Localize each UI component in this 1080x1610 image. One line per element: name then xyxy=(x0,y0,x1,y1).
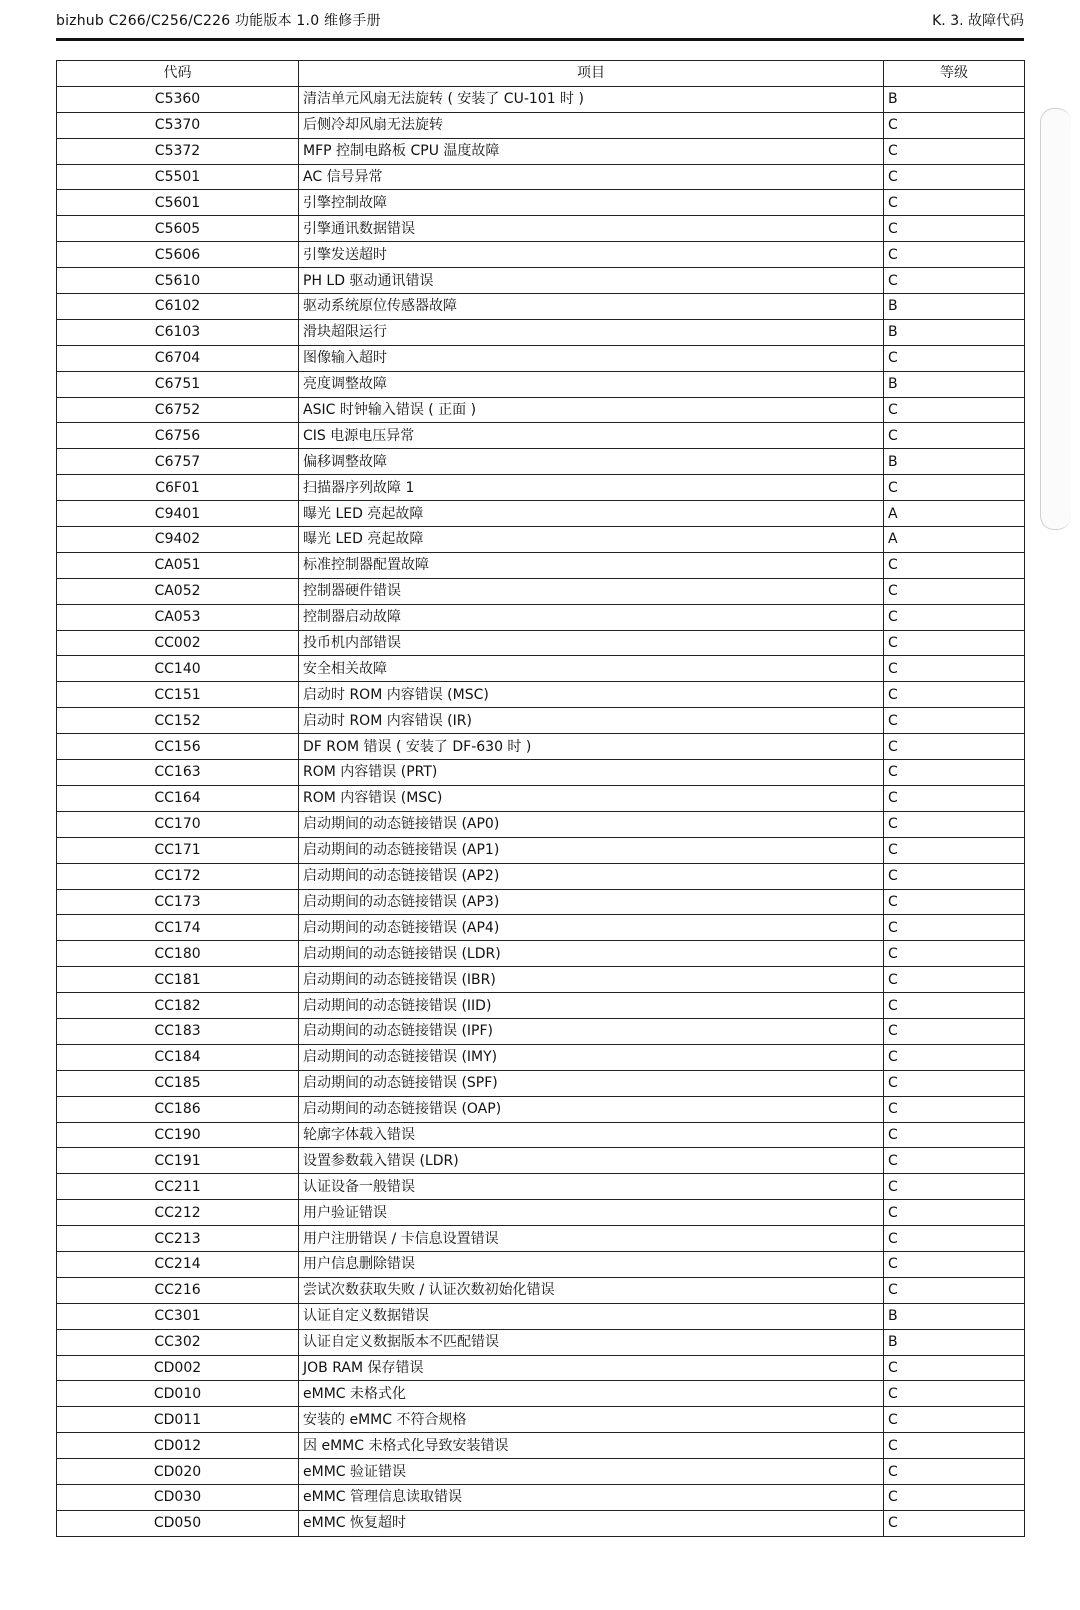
code-cell: CC302 xyxy=(57,1329,299,1355)
item-cell: 认证设备一般错误 xyxy=(299,1174,884,1200)
level-cell: C xyxy=(884,164,1025,190)
code-cell: C6757 xyxy=(57,449,299,475)
table-row xyxy=(57,1018,1025,1044)
level-cell: C xyxy=(884,889,1025,915)
table-row xyxy=(57,216,1025,242)
item-cell: 控制器启动故障 xyxy=(299,604,884,630)
item-cell: 启动期间的动态链接错误 (AP0) xyxy=(299,811,884,837)
code-cell: C5605 xyxy=(57,216,299,242)
level-cell: C xyxy=(884,1044,1025,1070)
item-cell: 启动期间的动态链接错误 (SPF) xyxy=(299,1070,884,1096)
column-header-level: 等级 xyxy=(884,61,1025,87)
level-cell: C xyxy=(884,682,1025,708)
table-row xyxy=(57,1303,1025,1329)
code-cell: C6103 xyxy=(57,319,299,345)
code-cell: CD030 xyxy=(57,1484,299,1510)
code-cell: CC214 xyxy=(57,1251,299,1277)
table-row xyxy=(57,1484,1025,1510)
level-cell: C xyxy=(884,112,1025,138)
table-row xyxy=(57,1174,1025,1200)
level-cell: C xyxy=(884,734,1025,760)
item-cell: eMMC 恢复超时 xyxy=(299,1510,884,1536)
level-cell: C xyxy=(884,656,1025,682)
code-cell: C9401 xyxy=(57,501,299,527)
item-cell: 设置参数载入错误 (LDR) xyxy=(299,1148,884,1174)
code-cell: C6751 xyxy=(57,371,299,397)
level-cell: C xyxy=(884,345,1025,371)
code-cell: C5370 xyxy=(57,112,299,138)
table-row xyxy=(57,423,1025,449)
table-row xyxy=(57,1122,1025,1148)
item-cell: eMMC 未格式化 xyxy=(299,1381,884,1407)
table-row xyxy=(57,164,1025,190)
item-cell: 启动期间的动态链接错误 (IMY) xyxy=(299,1044,884,1070)
table-row xyxy=(57,967,1025,993)
item-cell: 控制器硬件错误 xyxy=(299,578,884,604)
table-row xyxy=(57,1407,1025,1433)
code-cell: CC172 xyxy=(57,863,299,889)
level-cell: C xyxy=(884,475,1025,501)
level-cell: C xyxy=(884,578,1025,604)
code-cell: CC191 xyxy=(57,1148,299,1174)
item-cell: 因 eMMC 未格式化导致安装错误 xyxy=(299,1433,884,1459)
level-cell: C xyxy=(884,708,1025,734)
column-header-code: 代码 xyxy=(57,61,299,87)
table-row xyxy=(57,552,1025,578)
code-cell: CD050 xyxy=(57,1510,299,1536)
item-cell: CIS 电源电压异常 xyxy=(299,423,884,449)
level-cell: C xyxy=(884,552,1025,578)
level-cell: C xyxy=(884,1433,1025,1459)
code-cell: CA052 xyxy=(57,578,299,604)
level-cell: C xyxy=(884,915,1025,941)
item-cell: ROM 内容错误 (PRT) xyxy=(299,760,884,786)
table-row xyxy=(57,578,1025,604)
level-cell: A xyxy=(884,527,1025,553)
item-cell: 用户验证错误 xyxy=(299,1200,884,1226)
code-cell: CC182 xyxy=(57,993,299,1019)
item-cell: eMMC 验证错误 xyxy=(299,1459,884,1485)
code-cell: CC180 xyxy=(57,941,299,967)
code-cell: CC212 xyxy=(57,1200,299,1226)
code-cell: C5501 xyxy=(57,164,299,190)
table-row xyxy=(57,527,1025,553)
code-cell: CC216 xyxy=(57,1277,299,1303)
table-row xyxy=(57,138,1025,164)
item-cell: 认证自定义数据错误 xyxy=(299,1303,884,1329)
table-row xyxy=(57,242,1025,268)
table-row xyxy=(57,1433,1025,1459)
table-row xyxy=(57,86,1025,112)
code-cell: C5360 xyxy=(57,86,299,112)
manual-title: bizhub C266/C256/C226 功能版本 1.0 维修手册 xyxy=(56,13,381,29)
item-cell: eMMC 管理信息读取错误 xyxy=(299,1484,884,1510)
level-cell: C xyxy=(884,1381,1025,1407)
item-cell: 曝光 LED 亮起故障 xyxy=(299,527,884,553)
level-cell: C xyxy=(884,190,1025,216)
table-row xyxy=(57,1148,1025,1174)
level-cell: C xyxy=(884,138,1025,164)
item-cell: 启动期间的动态链接错误 (AP1) xyxy=(299,837,884,863)
level-cell: C xyxy=(884,785,1025,811)
table-row xyxy=(57,734,1025,760)
code-cell: CC301 xyxy=(57,1303,299,1329)
item-cell: ASIC 时钟输入错误 ( 正面 ) xyxy=(299,397,884,423)
level-cell: C xyxy=(884,1459,1025,1485)
table-row xyxy=(57,397,1025,423)
level-cell: C xyxy=(884,760,1025,786)
level-cell: C xyxy=(884,1096,1025,1122)
code-cell: C6752 xyxy=(57,397,299,423)
level-cell: C xyxy=(884,1484,1025,1510)
level-cell: C xyxy=(884,1174,1025,1200)
item-cell: 用户信息删除错误 xyxy=(299,1251,884,1277)
level-cell: A xyxy=(884,501,1025,527)
item-cell: 驱动系统原位传感器故障 xyxy=(299,294,884,320)
code-cell: CC190 xyxy=(57,1122,299,1148)
level-cell: C xyxy=(884,1277,1025,1303)
item-cell: 认证自定义数据版本不匹配错误 xyxy=(299,1329,884,1355)
item-cell: 启动期间的动态链接错误 (OAP) xyxy=(299,1096,884,1122)
table-row xyxy=(57,1226,1025,1252)
item-cell: 引擎控制故障 xyxy=(299,190,884,216)
code-cell: C5601 xyxy=(57,190,299,216)
table-row xyxy=(57,1251,1025,1277)
table-row xyxy=(57,1381,1025,1407)
level-cell: C xyxy=(884,423,1025,449)
item-cell: 启动期间的动态链接错误 (LDR) xyxy=(299,941,884,967)
item-cell: 亮度调整故障 xyxy=(299,371,884,397)
table-row xyxy=(57,760,1025,786)
code-cell: CC152 xyxy=(57,708,299,734)
table-row xyxy=(57,993,1025,1019)
level-cell: C xyxy=(884,1122,1025,1148)
table-row xyxy=(57,1355,1025,1381)
table-row xyxy=(57,811,1025,837)
table-row xyxy=(57,915,1025,941)
code-cell: CC186 xyxy=(57,1096,299,1122)
code-cell: CC211 xyxy=(57,1174,299,1200)
code-cell: CC170 xyxy=(57,811,299,837)
item-cell: 启动期间的动态链接错误 (AP4) xyxy=(299,915,884,941)
code-cell: CC151 xyxy=(57,682,299,708)
item-cell: 安装的 eMMC 不符合规格 xyxy=(299,1407,884,1433)
table-body xyxy=(57,86,1025,1536)
level-cell: C xyxy=(884,837,1025,863)
level-cell: C xyxy=(884,216,1025,242)
level-cell: C xyxy=(884,1407,1025,1433)
item-cell: 用户注册错误 / 卡信息设置错误 xyxy=(299,1226,884,1252)
code-cell: CD011 xyxy=(57,1407,299,1433)
item-cell: 轮廓字体载入错误 xyxy=(299,1122,884,1148)
table-row xyxy=(57,863,1025,889)
level-cell: C xyxy=(884,1251,1025,1277)
code-cell: CC213 xyxy=(57,1226,299,1252)
code-cell: CC174 xyxy=(57,915,299,941)
level-cell: C xyxy=(884,1355,1025,1381)
item-cell: 尝试次数获取失败 / 认证次数初始化错误 xyxy=(299,1277,884,1303)
table-row xyxy=(57,604,1025,630)
scrollbar[interactable] xyxy=(1040,108,1071,530)
code-cell: C6102 xyxy=(57,294,299,320)
table-row xyxy=(57,268,1025,294)
code-cell: CC173 xyxy=(57,889,299,915)
section-title: K. 3. 故障代码 xyxy=(932,13,1024,29)
item-cell: DF ROM 错误 ( 安装了 DF-630 时 ) xyxy=(299,734,884,760)
item-cell: 启动期间的动态链接错误 (AP3) xyxy=(299,889,884,915)
table-row xyxy=(57,889,1025,915)
table-row xyxy=(57,294,1025,320)
column-header-item: 项目 xyxy=(299,61,884,87)
code-cell: CC171 xyxy=(57,837,299,863)
level-cell: C xyxy=(884,1510,1025,1536)
level-cell: C xyxy=(884,811,1025,837)
table-row xyxy=(57,112,1025,138)
item-cell: 启动期间的动态链接错误 (IID) xyxy=(299,993,884,1019)
level-cell: C xyxy=(884,604,1025,630)
table-row xyxy=(57,501,1025,527)
table-header-row xyxy=(57,61,1025,87)
level-cell: B xyxy=(884,449,1025,475)
level-cell: C xyxy=(884,1148,1025,1174)
table-row xyxy=(57,319,1025,345)
level-cell: C xyxy=(884,967,1025,993)
level-cell: C xyxy=(884,1070,1025,1096)
level-cell: C xyxy=(884,630,1025,656)
item-cell: PH LD 驱动通讯错误 xyxy=(299,268,884,294)
table-row xyxy=(57,1277,1025,1303)
table-row xyxy=(57,1044,1025,1070)
table-row xyxy=(57,1459,1025,1485)
code-cell: CA051 xyxy=(57,552,299,578)
item-cell: AC 信号异常 xyxy=(299,164,884,190)
code-cell: CC185 xyxy=(57,1070,299,1096)
table-row xyxy=(57,682,1025,708)
code-cell: C6756 xyxy=(57,423,299,449)
code-cell: CD010 xyxy=(57,1381,299,1407)
item-cell: 启动期间的动态链接错误 (IPF) xyxy=(299,1018,884,1044)
code-cell: C6704 xyxy=(57,345,299,371)
table-row xyxy=(57,449,1025,475)
level-cell: B xyxy=(884,319,1025,345)
table-row xyxy=(57,630,1025,656)
item-cell: 启动时 ROM 内容错误 (IR) xyxy=(299,708,884,734)
level-cell: B xyxy=(884,294,1025,320)
level-cell: C xyxy=(884,863,1025,889)
code-cell: C6F01 xyxy=(57,475,299,501)
table-row xyxy=(57,1329,1025,1355)
item-cell: MFP 控制电路板 CPU 温度故障 xyxy=(299,138,884,164)
code-cell: CC183 xyxy=(57,1018,299,1044)
item-cell: 安全相关故障 xyxy=(299,656,884,682)
table-row xyxy=(57,837,1025,863)
item-cell: 启动期间的动态链接错误 (AP2) xyxy=(299,863,884,889)
code-cell: C5372 xyxy=(57,138,299,164)
code-cell: CA053 xyxy=(57,604,299,630)
code-cell: CC156 xyxy=(57,734,299,760)
level-cell: C xyxy=(884,1200,1025,1226)
level-cell: C xyxy=(884,242,1025,268)
item-cell: ROM 内容错误 (MSC) xyxy=(299,785,884,811)
table-row xyxy=(57,371,1025,397)
table-row xyxy=(57,190,1025,216)
level-cell: C xyxy=(884,397,1025,423)
item-cell: 扫描器序列故障 1 xyxy=(299,475,884,501)
level-cell: B xyxy=(884,86,1025,112)
level-cell: C xyxy=(884,268,1025,294)
item-cell: 图像输入超时 xyxy=(299,345,884,371)
error-code-table xyxy=(56,60,1025,1537)
code-cell: CC164 xyxy=(57,785,299,811)
item-cell: 启动期间的动态链接错误 (IBR) xyxy=(299,967,884,993)
item-cell: 滑块超限运行 xyxy=(299,319,884,345)
level-cell: C xyxy=(884,993,1025,1019)
item-cell: 后侧冷却风扇无法旋转 xyxy=(299,112,884,138)
table-row xyxy=(57,1070,1025,1096)
code-cell: C5606 xyxy=(57,242,299,268)
item-cell: 标准控制器配置故障 xyxy=(299,552,884,578)
code-cell: CC163 xyxy=(57,760,299,786)
item-cell: 投币机内部错误 xyxy=(299,630,884,656)
table-row xyxy=(57,345,1025,371)
code-cell: CC181 xyxy=(57,967,299,993)
item-cell: JOB RAM 保存错误 xyxy=(299,1355,884,1381)
item-cell: 引擎通讯数据错误 xyxy=(299,216,884,242)
code-cell: CC002 xyxy=(57,630,299,656)
item-cell: 启动时 ROM 内容错误 (MSC) xyxy=(299,682,884,708)
table-row xyxy=(57,1510,1025,1536)
code-cell: CC140 xyxy=(57,656,299,682)
code-cell: CD020 xyxy=(57,1459,299,1485)
table-row xyxy=(57,1096,1025,1122)
item-cell: 曝光 LED 亮起故障 xyxy=(299,501,884,527)
level-cell: C xyxy=(884,1018,1025,1044)
code-cell: CD012 xyxy=(57,1433,299,1459)
level-cell: C xyxy=(884,941,1025,967)
table-row xyxy=(57,475,1025,501)
table-row xyxy=(57,941,1025,967)
level-cell: B xyxy=(884,1329,1025,1355)
header-divider xyxy=(56,38,1024,41)
level-cell: B xyxy=(884,371,1025,397)
level-cell: C xyxy=(884,1226,1025,1252)
table-row xyxy=(57,1200,1025,1226)
code-cell: C9402 xyxy=(57,527,299,553)
item-cell: 引擎发送超时 xyxy=(299,242,884,268)
item-cell: 清洁单元风扇无法旋转 ( 安装了 CU-101 时 ) xyxy=(299,86,884,112)
table-row xyxy=(57,785,1025,811)
code-cell: C5610 xyxy=(57,268,299,294)
level-cell: B xyxy=(884,1303,1025,1329)
table-row xyxy=(57,708,1025,734)
item-cell: 偏移调整故障 xyxy=(299,449,884,475)
page-header xyxy=(56,6,1024,38)
code-cell: CC184 xyxy=(57,1044,299,1070)
table-row xyxy=(57,656,1025,682)
code-cell: CD002 xyxy=(57,1355,299,1381)
